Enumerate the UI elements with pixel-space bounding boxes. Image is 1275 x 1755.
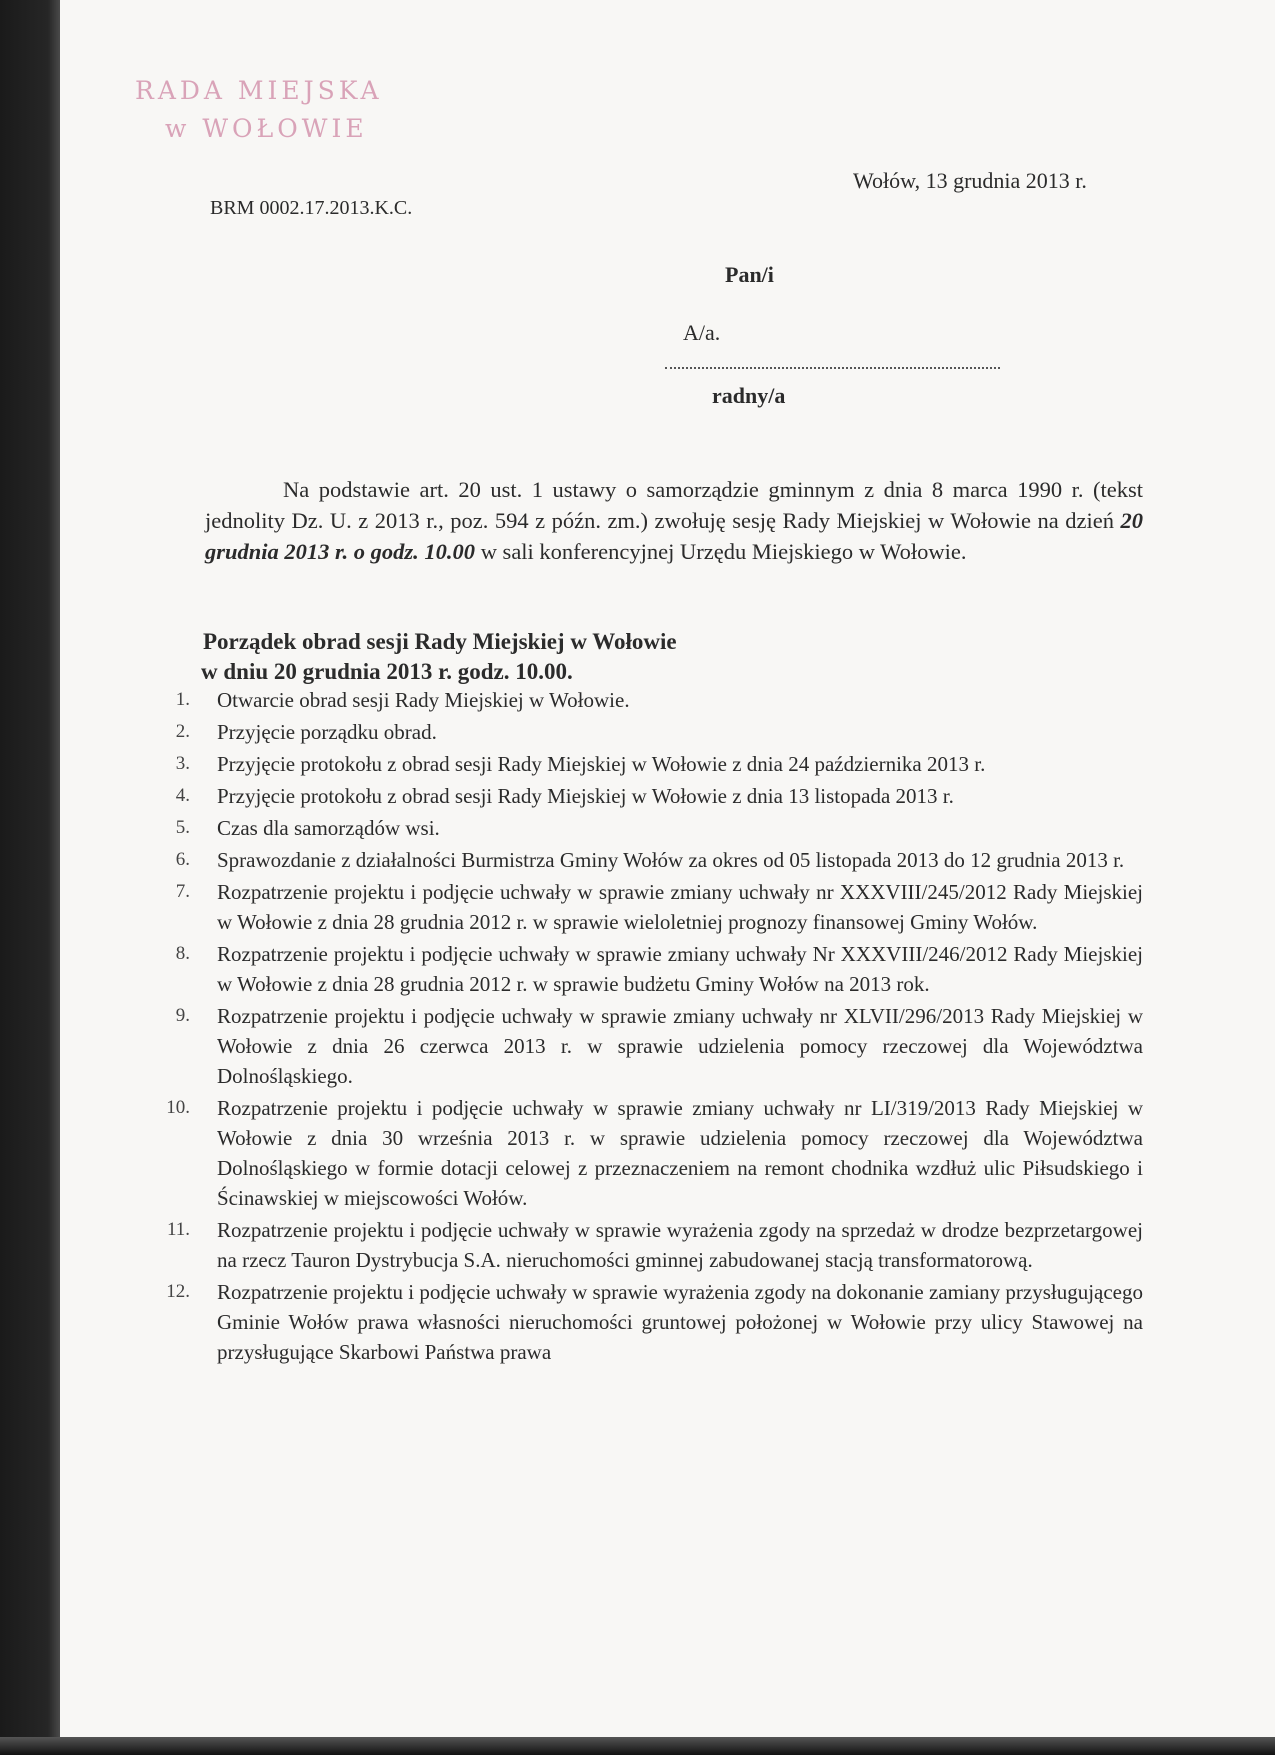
agenda-item-number: 12. <box>166 1281 190 1302</box>
agenda-item-number: 8. <box>175 943 190 964</box>
intro-text-part2: w sali konferencyjnej Urzędu Miejskiego w Wołowie. <box>475 539 967 564</box>
intro-text-part1: Na podstawie art. 20 ust. 1 ustawy o samorządzie gminnym z dnia 8 marca 1990 r. (tekst jednolity Dz. U. z 2013 r., poz. 594 z późn. zm.) zwołuję sesję Rady Miejskiej w Wołowie na dzień <box>205 477 1143 533</box>
reference-number: BRM 0002.17.2013.K.C. <box>210 197 413 219</box>
agenda-item-text: Rozpatrzenie projektu i podjęcie uchwały w sprawie wyrażenia zgody na dokonanie zamiany przysługującego Gminie Wołów prawa własności nieruchomości gruntowej położonej w Wołowie przy ulicy Stawowej na przysługujące Skarbowi Państwa prawa <box>217 1280 1143 1364</box>
agenda-item-text: Czas dla samorządów wsi. <box>217 816 440 840</box>
agenda-item-text: Rozpatrzenie projektu i podjęcie uchwały w sprawie wyrażenia zgody na sprzedaż w drodze bezprzetargowej na rzecz Tauron Dystrybucja S.A. nieruchomości gminnej zabudowanej stacją transformatorową. <box>217 1218 1143 1272</box>
agenda-list <box>160 685 1143 1369</box>
agenda-item-text: Przyjęcie protokołu z obrad sesji Rady Miejskiej w Wołowie z dnia 13 listopada 2013 r. <box>217 784 954 808</box>
agenda-item <box>160 813 1143 843</box>
agenda-item <box>160 1001 1143 1091</box>
agenda-title-line-2: w dniu 20 grudnia 2013 r. godz. 10.00. <box>201 659 573 684</box>
agenda-item-text: Przyjęcie protokołu z obrad sesji Rady Miejskiej w Wołowie z dnia 24 października 2013 r. <box>217 752 986 776</box>
session-date: 20 grudnia 2013 r. o godz. 10.00 <box>205 508 1143 564</box>
agenda-item-number: 1. <box>175 689 190 710</box>
agenda-title-line-1: Porządek obrad sesji Rady Miejskiej w Wołowie <box>203 629 677 654</box>
council-stamp <box>135 72 383 148</box>
agenda-title <box>203 627 677 687</box>
scan-bottom-edge <box>0 1737 1275 1755</box>
agenda-item-text: Sprawozdanie z działalności Burmistrza Gminy Wołów za okres od 05 listopada 2013 do 12 grudnia 2013 r. <box>217 848 1125 872</box>
salutation: Pan/i <box>725 262 774 287</box>
stamp-line-2: w WOŁOWIE <box>165 114 368 143</box>
intro-paragraph <box>205 474 1143 567</box>
agenda-item <box>160 1215 1143 1275</box>
agenda-item-text: Przyjęcie porządku obrad. <box>217 720 437 744</box>
agenda-item-text: Rozpatrzenie projektu i podjęcie uchwały w sprawie zmiany uchwały nr XLVII/296/2013 Rady Miejskiej w Wołowie z dnia 26 czerwca 2013 r. w sprawie udzielenia pomocy rzeczowej dla Województwa Dolnośląskiego. <box>217 1004 1143 1088</box>
agenda-item-number: 2. <box>175 721 190 742</box>
agenda-item <box>160 845 1143 875</box>
agenda-item <box>160 877 1143 937</box>
scan-edge <box>0 0 60 1755</box>
agenda-item <box>160 1277 1143 1367</box>
agenda-item <box>160 939 1143 999</box>
agenda-item-text: Rozpatrzenie projektu i podjęcie uchwały w sprawie zmiany uchwały nr LI/319/2013 Rady Miejskiej w Wołowie z dnia 30 września 2013 r. w sprawie udzielenia pomocy rzeczowej dla Województwa Dolnośląskiego w formie dotacji celowej z przeznaczeniem na remont chodnika wzdłuż ulic Piłsudskiego i Ścinawskiej w miejscowości Wołów. <box>217 1096 1143 1210</box>
agenda-item-number: 11. <box>166 1219 190 1240</box>
stamp-line-1: RADA MIEJSKA <box>135 76 383 105</box>
agenda-item <box>160 781 1143 811</box>
agenda-item <box>160 685 1143 715</box>
agenda-item <box>160 1093 1143 1213</box>
agenda-item-number: 5. <box>175 817 190 838</box>
agenda-item-number: 7. <box>175 881 190 902</box>
addressee-role: radny/a <box>712 383 786 408</box>
agenda-item-text: Rozpatrzenie projektu i podjęcie uchwały w sprawie zmiany uchwały nr XXXVIII/245/2012 Rady Miejskiej w Wołowie z dnia 28 grudnia 2012 r. w sprawie wieloletniej prognozy finansowej Gminy Wołów. <box>217 880 1143 934</box>
agenda-item-text: Otwarcie obrad sesji Rady Miejskiej w Wołowie. <box>217 688 630 712</box>
agenda-item-text: Rozpatrzenie projektu i podjęcie uchwały w sprawie zmiany uchwały Nr XXXVIII/246/2012 Rady Miejskiej w Wołowie z dnia 28 grudnia 2012 r. w sprawie budżetu Gminy Wołów na 2013 rok. <box>217 942 1143 996</box>
agenda-item-number: 4. <box>175 785 190 806</box>
agenda-item-number: 6. <box>175 849 190 870</box>
agenda-item-number: 9. <box>175 1005 190 1026</box>
agenda-item-number: 10. <box>166 1097 190 1118</box>
addressee-prefix: A/a. <box>683 320 721 345</box>
agenda-item <box>160 749 1143 779</box>
agenda-item-number: 3. <box>175 753 190 774</box>
place-date: Wołów, 13 grudnia 2013 r. <box>853 168 1087 193</box>
addressee-name-blank <box>665 353 1000 369</box>
agenda-item <box>160 717 1143 747</box>
